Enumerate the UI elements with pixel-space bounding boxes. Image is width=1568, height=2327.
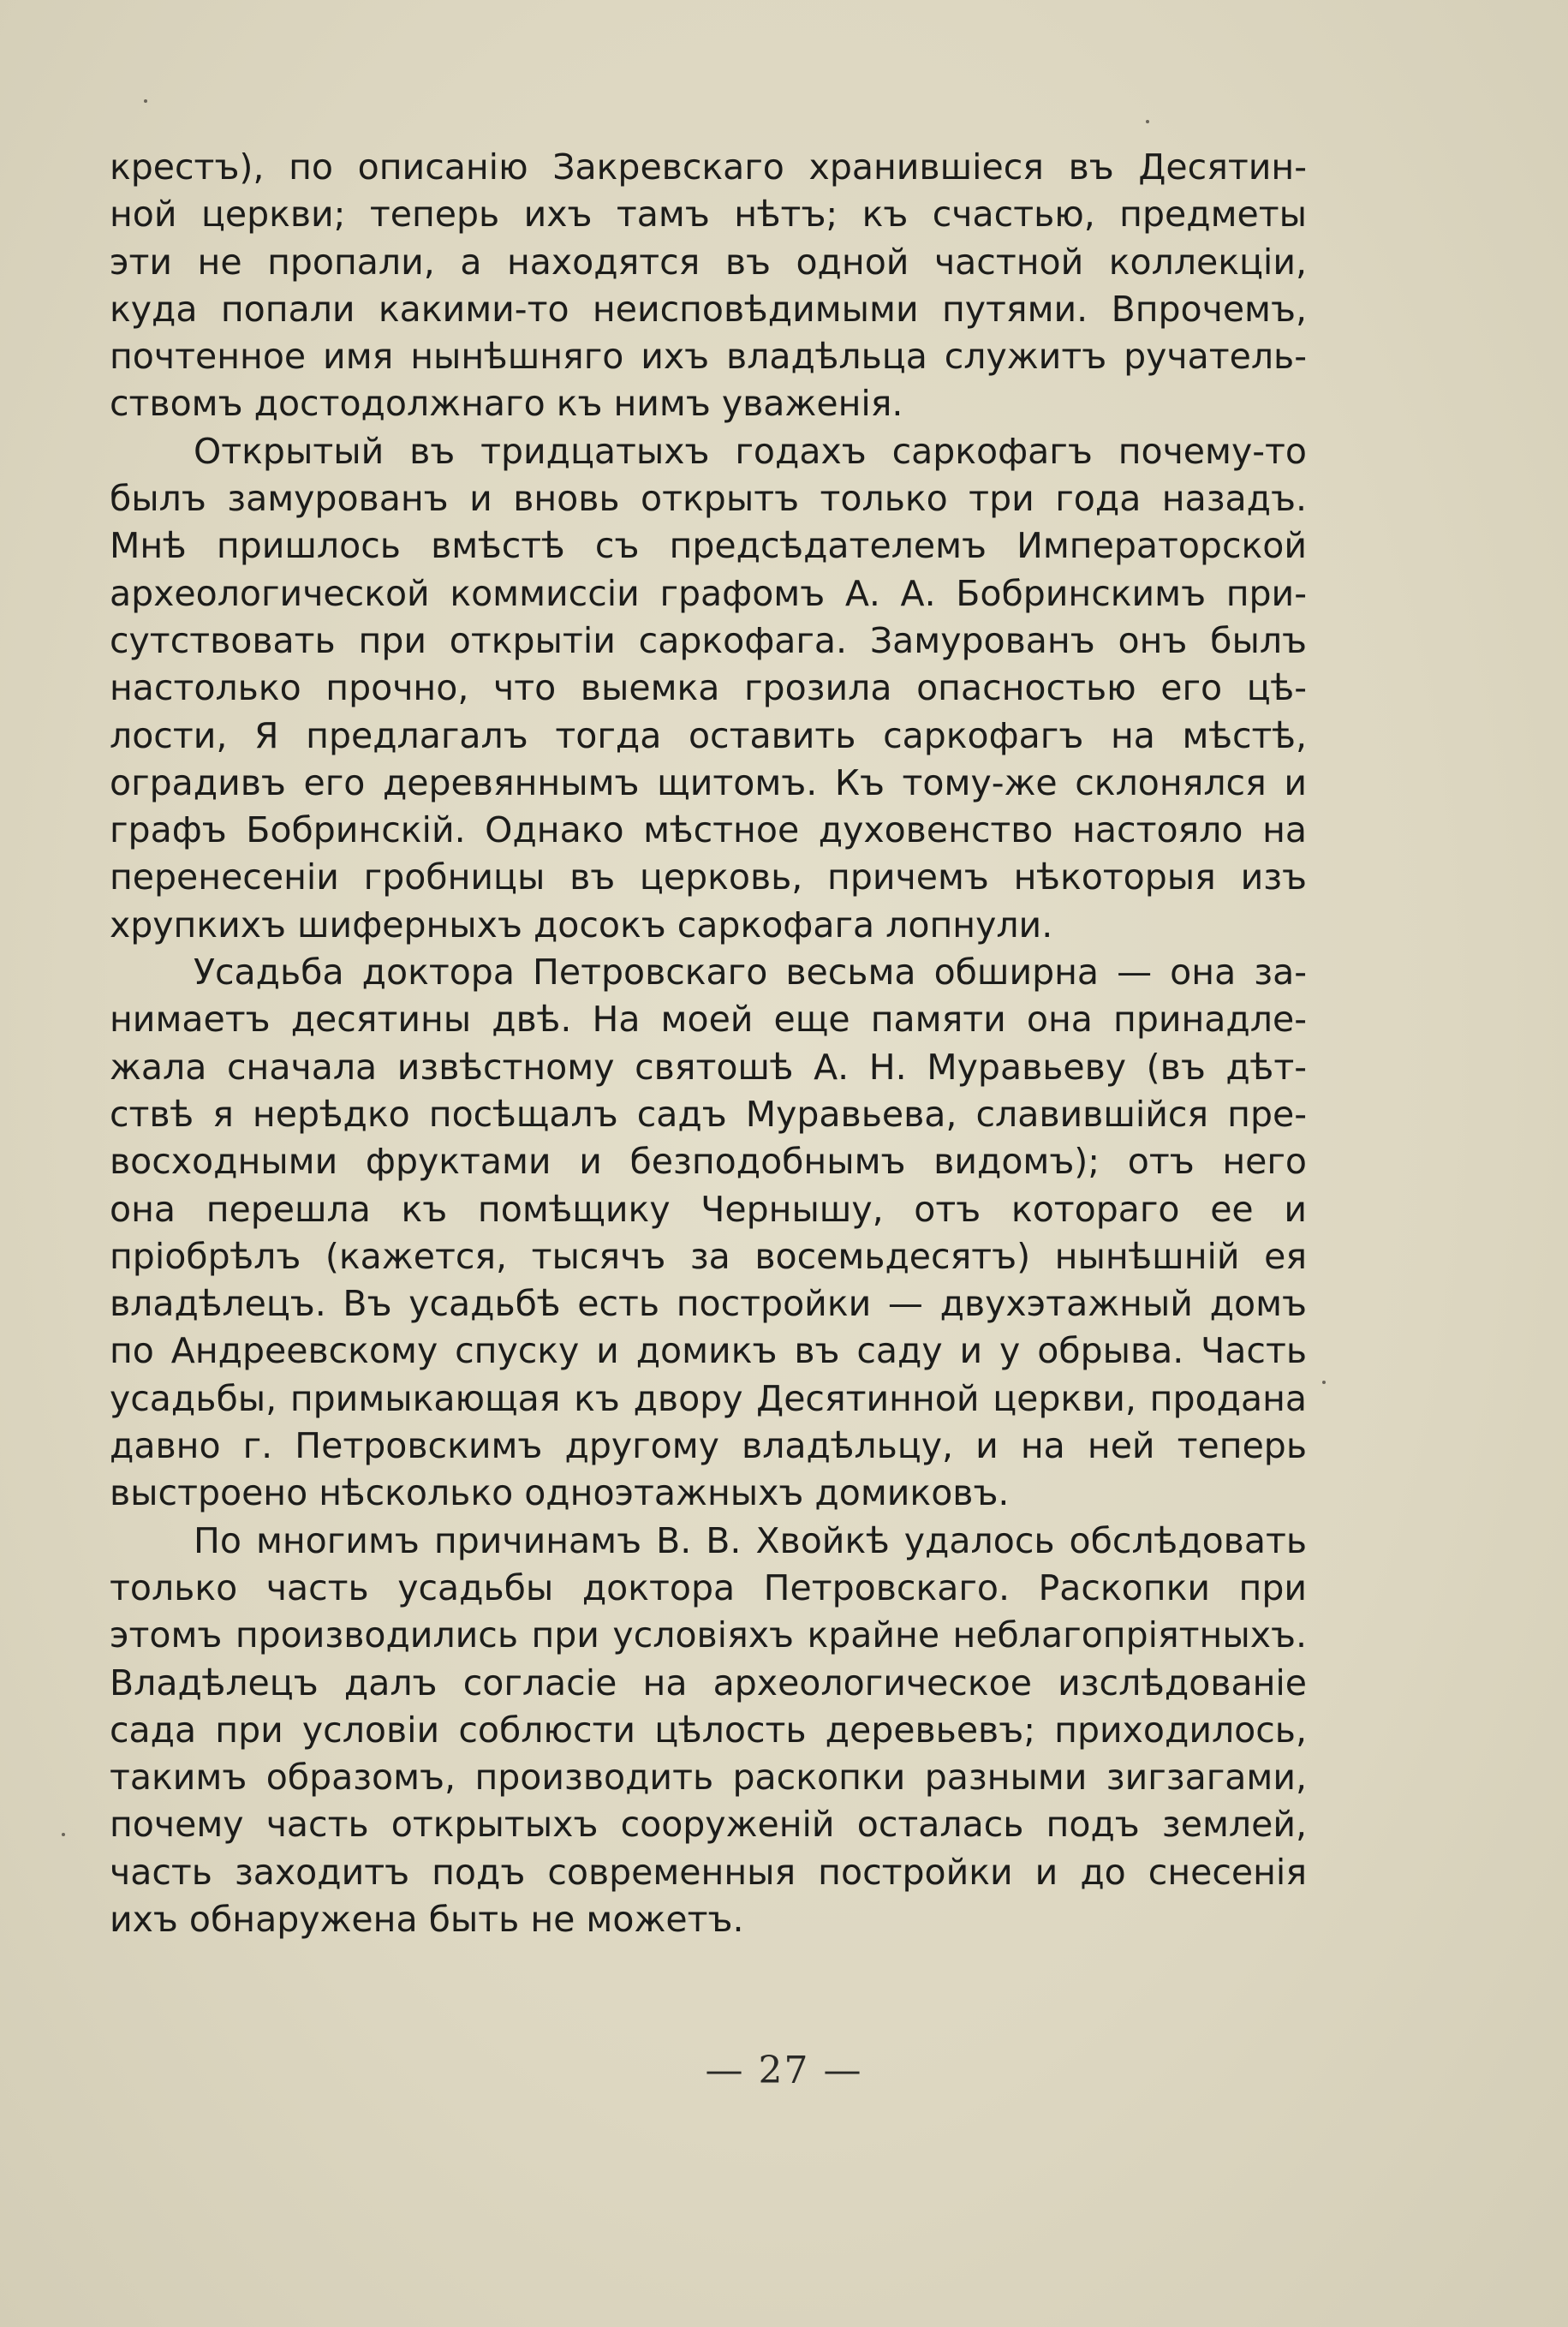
- body-text: [110, 144, 1307, 1943]
- text-line: ной церкви; теперь ихъ тамъ нѣтъ; къ счастью, предметы: [110, 194, 1307, 236]
- text-line: почтенное имя нынѣшняго ихъ владѣльца служитъ ручатель-: [110, 336, 1307, 378]
- page-number: — 27 —: [705, 2049, 863, 2092]
- text-line: она перешла къ помѣщику Чернышу, отъ котораго ее и: [110, 1188, 1307, 1230]
- text-line: по Андреевскому спуску и домикъ въ саду и у обрыва. Часть: [110, 1330, 1307, 1372]
- text-line: восходными фруктами и безподобнымъ видомъ); отъ него: [110, 1141, 1307, 1183]
- text-line: графъ Бобринскій. Однако мѣстное духовенство настояло на: [110, 809, 1307, 851]
- text-line: часть заходитъ подъ современныя постройки и до снесенія: [110, 1851, 1307, 1893]
- text-line: крестъ), по описанію Закревскаго хранившіеся въ Десятин-: [110, 146, 1307, 188]
- text-line: давно г. Петровскимъ другому владѣльцу, и на ней теперь: [110, 1425, 1307, 1467]
- paragraph-2: [110, 428, 1307, 949]
- text-line: ихъ обнаружена быть не можетъ.: [110, 1898, 744, 1940]
- text-line: ствѣ я нерѣдко посѣщалъ садъ Муравьева, славившійся пре-: [110, 1093, 1307, 1135]
- paper-speck: [1322, 1381, 1326, 1384]
- text-line: Мнѣ пришлось вмѣстѣ съ предсѣдателемъ Императорской: [110, 525, 1307, 567]
- text-line: только часть усадьбы доктора Петровскаго. Раскопки при: [110, 1566, 1307, 1608]
- paragraph-3: [110, 949, 1307, 1518]
- text-line: сутствовать при открытіи саркофага. Замурованъ онъ былъ: [110, 619, 1307, 661]
- text-line: куда попали какими-то неисповѣдимыми путями. Впрочемъ,: [110, 288, 1307, 330]
- text-line: этомъ производились при условіяхъ крайне неблагопріятныхъ.: [110, 1614, 1307, 1656]
- text-line: лости, Я предлагалъ тогда оставить саркофагъ на мѣстѣ,: [110, 714, 1307, 756]
- text-line: Открытый въ тридцатыхъ годахъ саркофагъ почему-то: [194, 430, 1307, 472]
- text-line: выстроено нѣсколько одноэтажныхъ домиковъ.: [110, 1472, 1010, 1514]
- text-line: оградивъ его деревяннымъ щитомъ. Къ тому-же склонялся и: [110, 761, 1307, 803]
- text-line: почему часть открытыхъ сооруженій осталась подъ землей,: [110, 1804, 1307, 1846]
- text-line: эти не пропали, а находятся въ одной частной коллекціи,: [110, 241, 1307, 283]
- text-line: сада при условіи соблюсти цѣлость деревьевъ; приходилось,: [110, 1709, 1307, 1751]
- text-line: настолько прочно, что выемка грозила опасностью его цѣ-: [110, 667, 1307, 709]
- text-line: былъ замурованъ и вновь открытъ только три года назадъ.: [110, 478, 1307, 520]
- text-line: Усадьба доктора Петровскаго весьма обширна — она за-: [194, 952, 1307, 993]
- text-line: нимаетъ десятины двѣ. На моей еще памяти она принадле-: [110, 999, 1307, 1041]
- paper-speck: [144, 99, 147, 103]
- paragraph-1: [110, 144, 1307, 428]
- text-line: хрупкихъ шиферныхъ досокъ саркофага лопнули.: [110, 904, 1053, 946]
- text-line: археологической коммиссіи графомъ А. А. Бобринскимъ при-: [110, 572, 1307, 614]
- text-line: усадьбы, примыкающая къ двору Десятинной церкви, продана: [110, 1377, 1307, 1419]
- text-line: перенесеніи гробницы въ церковь, причемъ нѣкоторыя изъ: [110, 856, 1307, 898]
- paragraph-4: [110, 1518, 1307, 1944]
- text-line: жала сначала извѣстному святошѣ А. Н. Муравьеву (въ дѣт-: [110, 1046, 1307, 1088]
- text-line: такимъ образомъ, производить раскопки разными зигзагами,: [110, 1757, 1307, 1799]
- text-line: По многимъ причинамъ В. В. Хвойкѣ удалось обслѣдовать: [194, 1519, 1307, 1561]
- text-line: владѣлецъ. Въ усадьбѣ есть постройки — двухэтажный домъ: [110, 1283, 1307, 1325]
- text-line: пріобрѣлъ (кажется, тысячъ за восемьдесятъ) нынѣшній ея: [110, 1235, 1307, 1277]
- paper-speck: [1146, 120, 1149, 123]
- text-line: Владѣлецъ далъ согласіе на археологическое изслѣдованіе: [110, 1662, 1307, 1703]
- paper-speck: [62, 1833, 65, 1836]
- text-line: ствомъ достодолжнаго къ нимъ уваженія.: [110, 383, 903, 425]
